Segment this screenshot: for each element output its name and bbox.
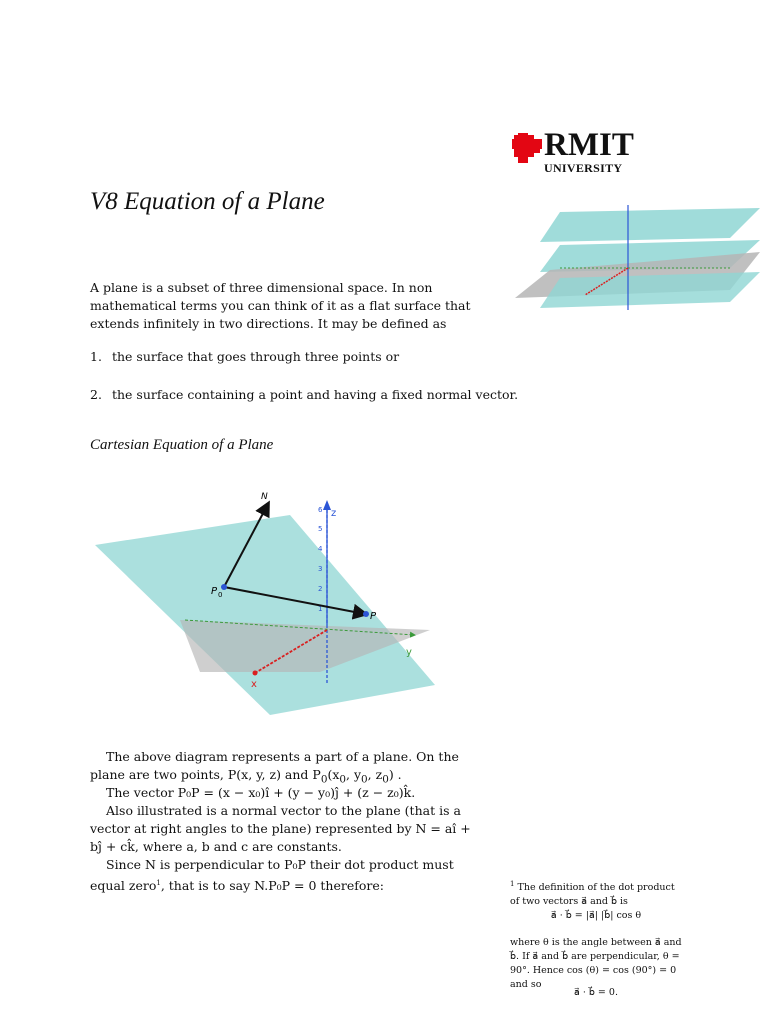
subscript: 0 [361,773,368,786]
list-item [90,387,518,402]
rmit-pixel-mark-icon [512,133,542,163]
list-item-number: 1. [90,349,102,364]
z-tick-label: 1 [318,605,323,613]
paragraph-normal: Also illustrated is a normal vector to the plane (that is a vector at right angles to the plane) represented by N = aî + bĵ + ck̂, where a, b and c are constants. [90,803,471,854]
logo-subtitle: UNIVERSITY [544,161,623,175]
list-item-text: the surface that goes through three points or [111,349,400,364]
section-title: Cartesian Equation of a Plane [90,437,274,453]
paragraph-points [90,748,480,789]
plane-diagram [90,480,450,720]
subscript: 0 [382,773,389,786]
paragraph-vector: The vector P₀P = (x − x₀)î + (y − y₀)ĵ + (z − z₀)k̂. [106,785,416,800]
z-tick-label: 3 [318,565,323,573]
z-arrow-icon [323,500,331,510]
rmit-logo [512,128,637,178]
plane-top [540,208,760,242]
subscript: 0 [320,773,328,786]
paragraph-text: ) . [388,767,402,782]
paragraph-text: Since N is perpendicular to P₀P their dot product must equal zero [90,857,454,894]
footnote-mark: 1 [510,880,515,888]
point-p [363,611,369,617]
paragraph-text: , y [346,767,362,782]
footnote-formula: a⃗ · b⃗ = 0. [574,987,618,998]
point-label-n: N [261,492,268,502]
z-tick-label: 4 [318,545,323,553]
list-item-text: the surface containing a point and having a fixed normal vector. [111,387,519,402]
z-tick-label: 5 [318,525,323,533]
point-label-p0-sub: 0 [218,591,223,599]
cyan-plane [95,515,435,715]
z-tick-label: 6 [318,506,323,514]
x-arrow-icon [253,671,258,676]
page-title: V8 Equation of a Plane [90,188,325,215]
footnote-text-2: where θ is the angle between a⃗ and b⃗. If a⃗ and b⃗ are perpendicular, θ = 90°. Hence cos (θ) = cos (90°) = 0 and so [510,937,682,990]
paragraph-text: , that is to say N.P₀P = 0 therefore: [160,878,384,894]
y-axis-label: y [406,647,412,658]
z-tick-label: 2 [318,585,323,593]
list-item [90,349,399,364]
x-axis-label: x [251,679,257,690]
intro-paragraph: A plane is a subset of three dimensional space. In non mathematical terms you can think of it as a flat surface that extends infinitely in two directions. It may be defined as [90,280,471,331]
footnote-marker: 1 [156,879,161,887]
z-axis-label: z [331,508,337,519]
paragraph-text: , z [367,767,383,782]
logo-name: RMIT [544,127,634,163]
list-item-number: 2. [90,387,102,402]
paragraph-dot-product [90,856,480,895]
footnote-formula: a⃗ · b⃗ = |a⃗| |b⃗| cos θ [550,910,642,921]
point-label-p: P [370,611,377,622]
subscript: 0 [339,773,346,786]
footnote-text: The definition of the dot product of two vectors a⃗ and b⃗ is [510,882,675,908]
point-label-p0: P [211,586,218,597]
footnote [510,877,682,909]
point-p0 [221,584,227,590]
stacked-planes-figure [510,200,760,320]
paragraph-text: The above diagram represents a part of a plane. On the plane are two points, P(x, y, z) and P [90,749,459,782]
paragraph-text: (x [327,767,340,782]
